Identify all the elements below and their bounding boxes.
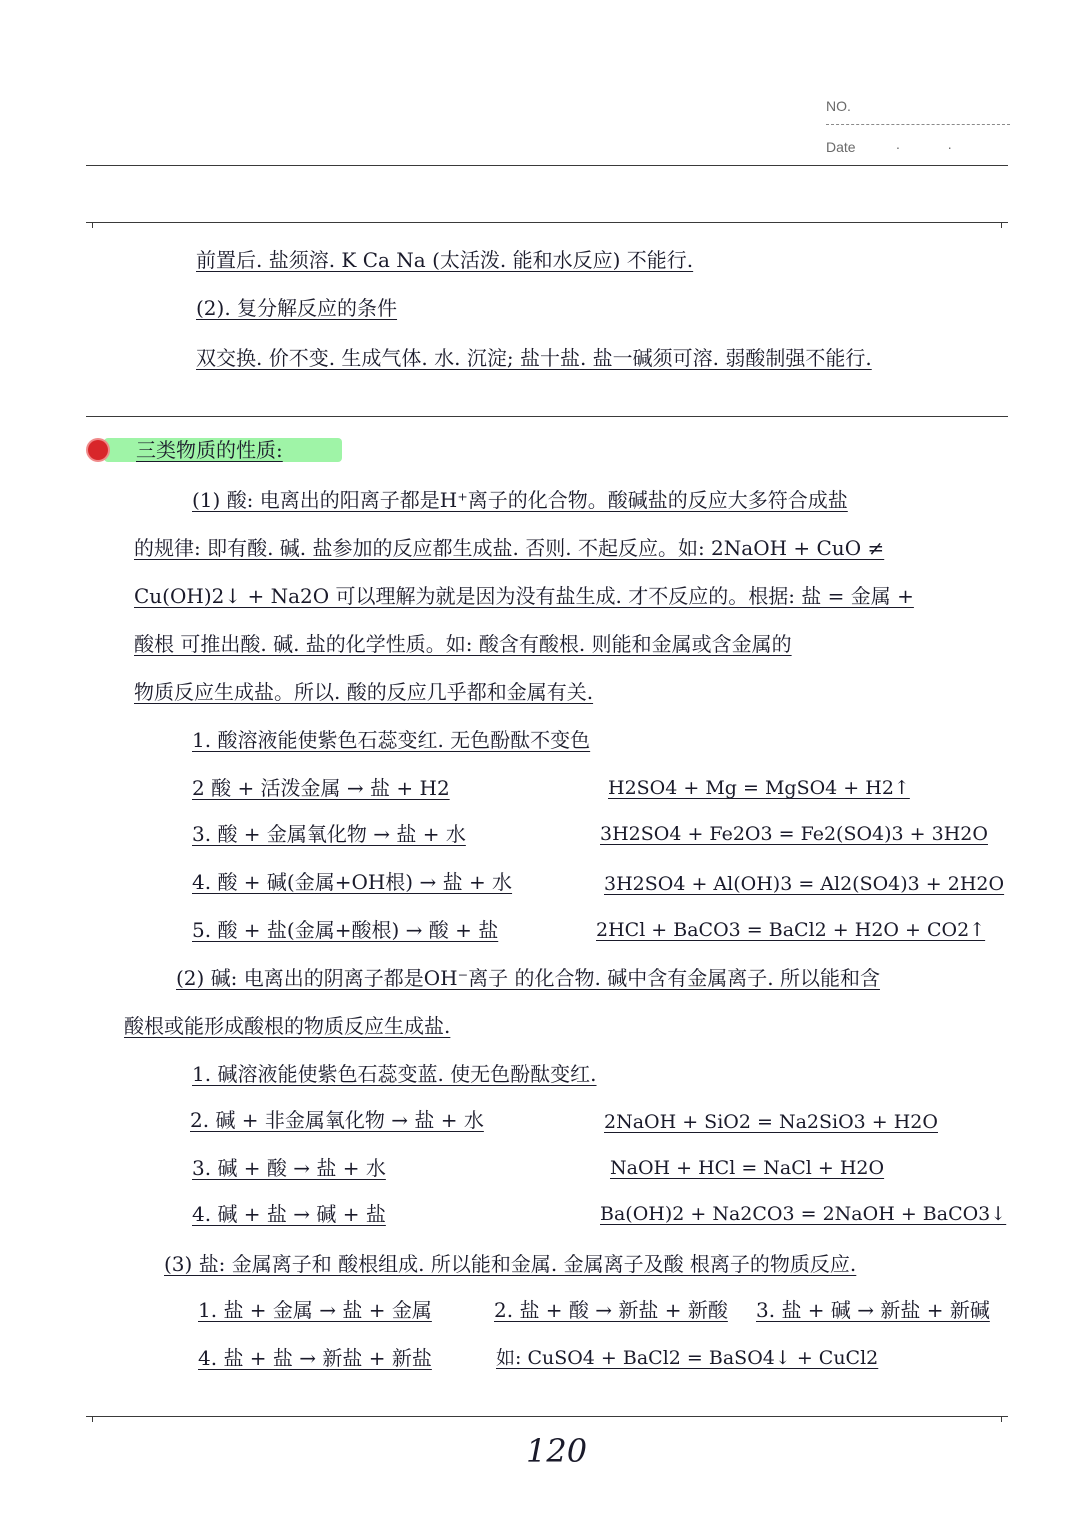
page-number: 120 bbox=[526, 1432, 588, 1470]
text-line: 酸根或能形成酸根的物质反应生成盐. bbox=[124, 1014, 451, 1038]
text-line: Cu(OH)2↓ + Na2O 可以理解为就是因为没有盐生成. 才不反应的。根据: 盐 = 金属 + bbox=[134, 584, 914, 608]
text-line: 双交换. 价不变. 生成气体. 水. 沉淀; 盐十盐. 盐一碱须可溶. 弱酸制强不能行. bbox=[196, 346, 872, 370]
text-line: 2 酸 + 活泼金属 → 盐 + H2 bbox=[192, 776, 450, 800]
text-line: 酸根 可推出酸. 碱. 盐的化学性质。如: 酸含有酸根. 则能和金属或含金属的 bbox=[134, 632, 792, 656]
text-line: (2) 碱: 电离出的阴离子都是OH⁻离子 的化合物. 碱中含有金属离子. 所以能和含 bbox=[176, 966, 880, 990]
text-line: 1. 酸溶液能使紫色石蕊变红. 无色酚酞不变色 bbox=[192, 728, 591, 752]
equation: H2SO4 + Mg = MgSO4 + H2↑ bbox=[608, 777, 910, 799]
section-bullet-icon bbox=[88, 440, 108, 460]
text-line: (2). 复分解反应的条件 bbox=[196, 296, 398, 320]
ruled-line bbox=[86, 222, 1008, 223]
text-line: 3. 酸 + 金属氧化物 → 盐 + 水 bbox=[192, 822, 466, 846]
equation: NaOH + HCl = NaCl + H2O bbox=[610, 1157, 885, 1179]
text-line: 2. 碱 + 非金属氧化物 → 盐 + 水 bbox=[190, 1108, 484, 1132]
text-line: 3. 碱 + 酸 → 盐 + 水 bbox=[192, 1156, 386, 1180]
equation: Ba(OH)2 + Na2CO3 = 2NaOH + BaCO3↓ bbox=[600, 1203, 1007, 1225]
text-line: 4. 碱 + 盐 → 碱 + 盐 bbox=[192, 1202, 386, 1226]
equation: 3H2SO4 + Fe2O3 = Fe2(SO4)3 + 3H2O bbox=[600, 823, 988, 845]
section-title: 三类物质的性质: bbox=[136, 438, 283, 462]
text-line: 4. 酸 + 碱(金属+OH根) → 盐 + 水 bbox=[192, 870, 513, 894]
text-line: 的规律: 即有酸. 碱. 盐参加的反应都生成盐. 否则. 不起反应。如: 2NaOH + CuO ≠ bbox=[134, 536, 885, 560]
text-line: 1. 碱溶液能使紫色石蕊变蓝. 使无色酚酞变红. bbox=[192, 1062, 597, 1086]
ruled-line bbox=[86, 416, 1008, 417]
equation: 2NaOH + SiO2 = Na2SiO3 + H2O bbox=[604, 1111, 938, 1133]
text-line: 物质反应生成盐。所以. 酸的反应几乎都和金属有关. bbox=[134, 680, 594, 704]
text-line: (3) 盐: 金属离子和 酸根组成. 所以能和金属. 金属离子及酸 根离子的物质反应. bbox=[164, 1252, 857, 1276]
text-line: 4. 盐 + 盐 → 新盐 + 新盐 bbox=[198, 1346, 432, 1370]
text-line: 1. 盐 + 金属 → 盐 + 金属 bbox=[198, 1298, 432, 1322]
text-line: 2. 盐 + 酸 → 新盐 + 新酸 bbox=[494, 1298, 728, 1322]
text-line: 3. 盐 + 碱 → 新盐 + 新碱 bbox=[756, 1298, 990, 1322]
text-line: (1) 酸: 电离出的阳离子都是H⁺离子的化合物。酸碱盐的反应大多符合成盐 bbox=[192, 488, 848, 512]
text-line: 5. 酸 + 盐(金属+酸根) → 酸 + 盐 bbox=[192, 918, 499, 942]
header-no-label: NO. bbox=[826, 98, 851, 114]
header-dashed-line bbox=[826, 124, 1010, 125]
header-date-label: Date bbox=[826, 139, 856, 155]
equation: 2HCl + BaCO3 = BaCl2 + H2O + CO2↑ bbox=[596, 919, 986, 941]
equation: 如: CuSO4 + BaCl2 = BaSO4↓ + CuCl2 bbox=[496, 1347, 879, 1369]
ruled-line bbox=[86, 1416, 1008, 1417]
text-line: 前置后. 盐须溶. K Ca Na (太活泼. 能和水反应) 不能行. bbox=[196, 248, 694, 272]
equation: 3H2SO4 + Al(OH)3 = Al2(SO4)3 + 2H2O bbox=[604, 873, 1005, 895]
ruled-line bbox=[86, 165, 1008, 166]
header-date-dots: . . bbox=[896, 136, 974, 152]
